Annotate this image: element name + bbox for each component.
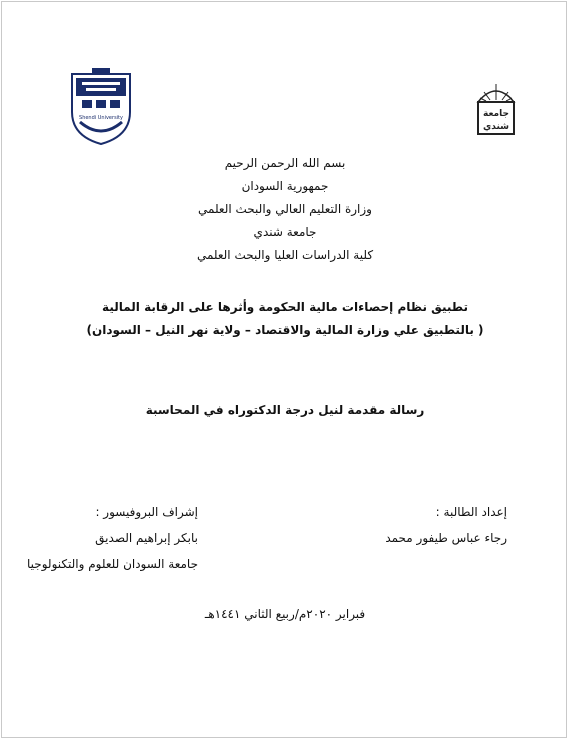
svg-text:شندي: شندي	[483, 122, 509, 132]
date-text: فبراير ٢٠٢٠م/ربيع الثاني ١٤٤١هـ	[204, 607, 366, 621]
submission-date	[0, 603, 570, 626]
thesis-title	[0, 296, 570, 342]
supervisor-label: إشراف البروفيسور :	[95, 505, 198, 519]
supervisor-name: بابكر إبراهيم الصديق	[95, 531, 198, 545]
thesis-title-main: تطبيق نظام إحصاءات مالية الحكومة وأثرها على الرقابة المالية	[102, 300, 468, 314]
college-name: كلية الدراسات العليا والبحث العلمي	[196, 248, 374, 262]
degree-text: رسالة مقدمة لنيل درجة الدكتوراه في المحاسبة	[145, 403, 425, 417]
logo-left-caption: Shendi University	[79, 115, 123, 121]
ministry-name: وزارة التعليم العالي والبحث العلمي	[198, 202, 372, 216]
university-name: جامعة شندي	[253, 225, 317, 239]
svg-text:جامعة: جامعة	[483, 109, 509, 119]
student-name: رجاء عباس طيفور محمد	[385, 531, 507, 545]
supervisor-university: جامعة السودان للعلوم والتكنولوجيا	[27, 557, 198, 571]
institution-header	[0, 152, 570, 267]
basmala: بسم الله الرحمن الرحيم	[224, 156, 346, 170]
student-label: إعداد الطالبة :	[435, 505, 507, 519]
shendi-university-logo-icon	[474, 80, 518, 136]
country-name: جمهورية السودان	[241, 179, 329, 193]
graduate-college-logo-icon	[68, 66, 134, 146]
thesis-title-sub: ( بالتطبيق علي وزارة المالية والاقتصاد – ولاية نهر النيل – السودان)	[86, 323, 484, 337]
degree-statement	[0, 399, 570, 422]
